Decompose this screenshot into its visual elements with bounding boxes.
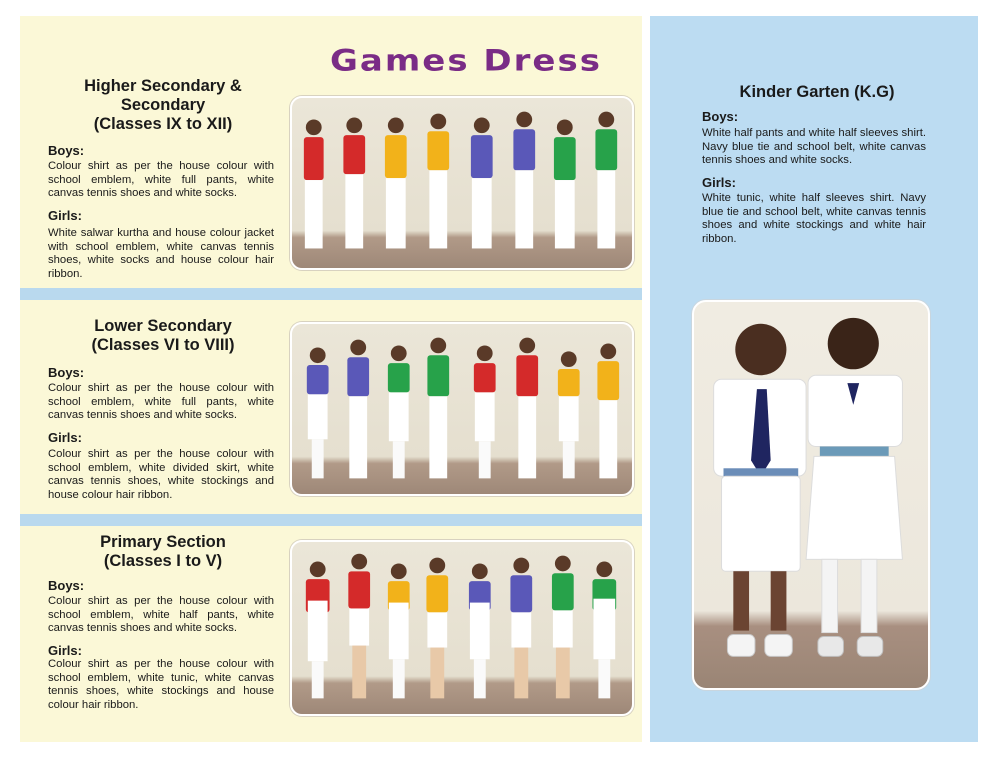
student-figure	[427, 338, 449, 479]
student-figure	[388, 564, 410, 699]
group-photo-figures	[292, 542, 632, 714]
primary-photo	[290, 540, 634, 716]
heading-line: Primary Section	[100, 533, 226, 551]
kg-boy-figure	[714, 324, 806, 657]
page-title: Games Dress	[330, 44, 602, 78]
kinder-garten-heading: Kinder Garten (K.G)	[739, 83, 895, 101]
student-figure	[474, 345, 496, 478]
student-figure	[552, 556, 574, 699]
girls-label: Girls:	[48, 643, 82, 658]
boys-description: Colour shirt as per the house colour with school emblem, white half pants, white canvas tennis shoes and white socks.	[48, 595, 274, 635]
student-figure	[427, 114, 449, 249]
student-figure	[306, 562, 330, 699]
student-figure	[426, 558, 448, 699]
student-figure	[597, 344, 619, 479]
student-figure	[304, 119, 324, 248]
girls-label: Girls:	[702, 175, 736, 190]
student-figure	[510, 558, 532, 699]
heading-line: (Classes IX to XII)	[93, 115, 233, 133]
student-figure	[554, 119, 576, 248]
primary-heading	[40, 533, 286, 571]
boys-description: Colour shirt as per the house colour with school emblem, white full pants, white canvas tennis shoes and white socks.	[48, 382, 274, 422]
boys-label: Boys:	[702, 109, 739, 124]
boys-label: Boys:	[48, 143, 85, 158]
boys-description: Colour shirt as per the house colour with school emblem, white full pants, white canvas tennis shoes and white socks.	[48, 160, 274, 200]
girls-description: Colour shirt as per the house colour with school emblem, white tunic, white canvas tennis shoes, white stockings and house colour hair ribbon.	[48, 658, 274, 711]
heading-line: (Classes I to V)	[103, 552, 223, 570]
student-figure	[347, 340, 369, 479]
higher-secondary-photo	[290, 96, 634, 270]
student-figure	[471, 118, 493, 249]
boys-label: Boys:	[48, 365, 85, 380]
heading-line: Lower Secondary	[94, 317, 232, 335]
student-figure	[385, 118, 407, 249]
student-figure	[343, 118, 365, 249]
group-photo-figures	[292, 98, 632, 268]
student-figure	[513, 112, 535, 249]
boys-description: White half pants and white half sleeves shirt. Navy blue tie and school belt, white canvas tennis shoes and white socks.	[702, 127, 926, 167]
student-figure	[469, 564, 491, 699]
heading-line: Secondary	[120, 96, 206, 114]
section-divider	[20, 288, 642, 300]
girls-description: White tunic, white half sleeves shirt. Navy blue tie and school belt, white canvas tennis shoes and white stockings and white hair ribbon.	[702, 192, 926, 245]
kinder-garten-photo	[692, 300, 930, 690]
student-figure	[388, 345, 410, 478]
lower-secondary-heading	[40, 317, 286, 355]
student-figure	[307, 347, 329, 478]
girls-label: Girls:	[48, 208, 82, 223]
boys-label: Boys:	[48, 578, 85, 593]
heading-line: Higher Secondary &	[84, 77, 242, 95]
section-divider	[20, 514, 642, 526]
student-figure	[516, 338, 538, 479]
kg-girl-figure	[806, 318, 902, 656]
student-figure	[595, 112, 617, 249]
girls-label: Girls:	[48, 430, 82, 445]
student-figure	[558, 351, 580, 478]
student-figure	[348, 554, 370, 699]
lower-secondary-photo	[290, 322, 634, 496]
girls-description: Colour shirt as per the house colour with school emblem, white divided skirt, white canvas tennis shoes, white stockings and house colour hair ribbon.	[48, 448, 274, 501]
group-photo-figures	[292, 324, 632, 494]
higher-secondary-heading	[40, 77, 286, 134]
heading-line: (Classes VI to VIII)	[91, 336, 235, 354]
girls-description: White salwar kurtha and house colour jacket with school emblem, white canvas tennis shoes, white socks and house colour hair ribbon.	[48, 227, 274, 280]
kg-photo-figures	[694, 302, 928, 688]
student-figure	[592, 562, 616, 699]
